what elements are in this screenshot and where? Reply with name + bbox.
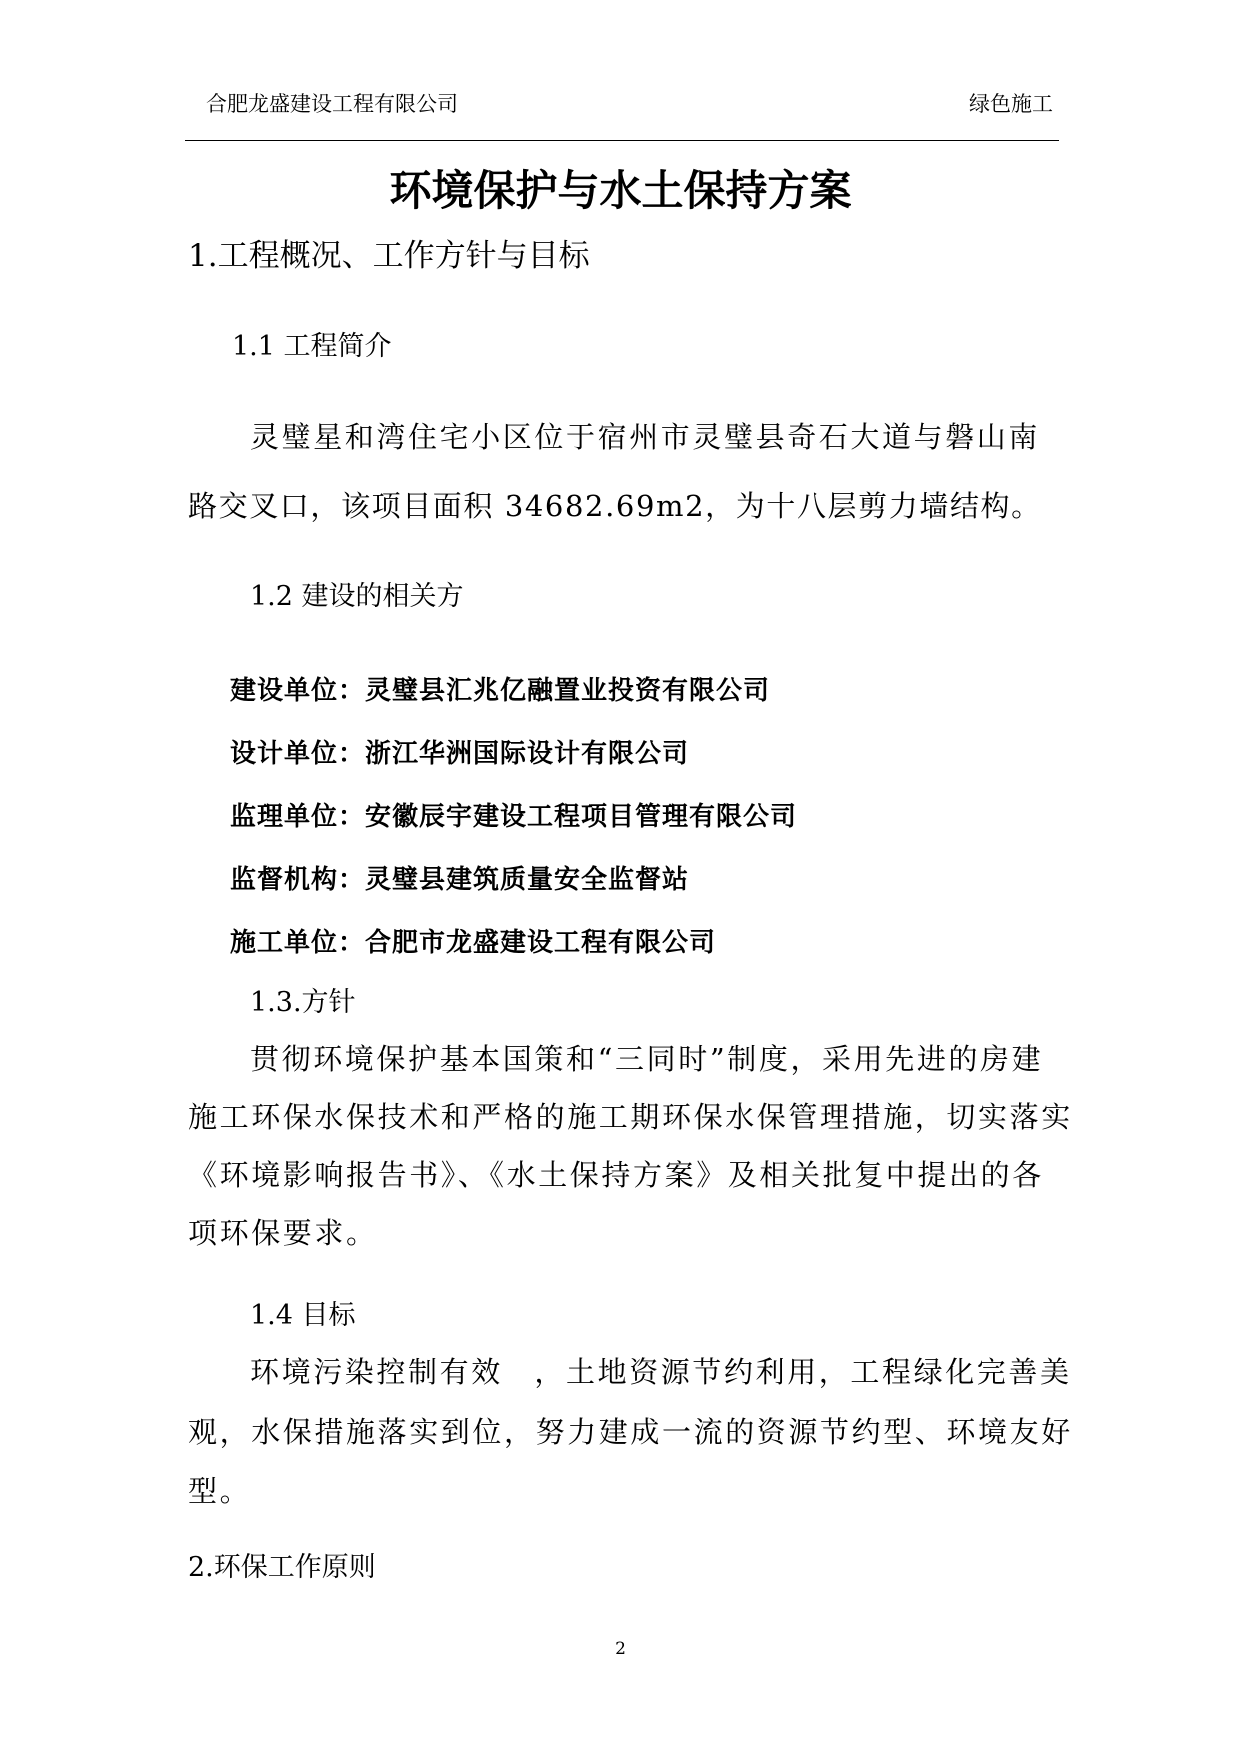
policy-line-1: 贯彻环境保护基本国策和“三同时”制度，采用先进的房建: [250, 1042, 1044, 1076]
document-title: 环境保护与水土保持方案: [389, 166, 852, 215]
goal-line-2: 观，水保措施落实到位，努力建成一流的资源节约型、环境友好: [188, 1415, 1073, 1449]
page-number: 2: [615, 1639, 626, 1659]
subsection-1-4-heading: 1.4 目标: [250, 1300, 356, 1331]
intro-line-1: 灵璧星和湾住宅小区位于宿州市灵璧县奇石大道与磐山南: [250, 420, 1041, 454]
section-1-heading: 1.工程概况、工作方针与目标: [188, 238, 590, 274]
party-label: 监理单位：: [230, 802, 366, 832]
party-value: 安徽辰宇建设工程项目管理有限公司: [365, 802, 798, 832]
party-value: 灵璧县建筑质量安全监督站: [365, 865, 690, 895]
party-value: 合肥市龙盛建设工程有限公司: [365, 928, 717, 958]
subsection-1-2-heading: 1.2 建设的相关方: [250, 581, 464, 612]
party-row: [230, 859, 689, 896]
party-value: 浙江华洲国际设计有限公司: [365, 739, 690, 769]
party-row: [230, 733, 689, 770]
header-category: 绿色施工: [969, 92, 1053, 116]
header-company: 合肥龙盛建设工程有限公司: [206, 92, 458, 116]
party-label: 建设单位：: [230, 676, 366, 706]
party-label: 施工单位：: [230, 928, 366, 958]
party-label: 设计单位：: [230, 739, 366, 769]
goal-line-3: 型。: [188, 1474, 252, 1508]
party-label: 监督机构：: [230, 865, 366, 895]
header-rule: [185, 140, 1059, 141]
section-2-heading: 2.环保工作原则: [188, 1552, 376, 1583]
party-row: [230, 796, 797, 833]
policy-line-4: 项环保要求。: [188, 1216, 378, 1250]
subsection-1-3-heading: 1.3.方针: [250, 987, 356, 1018]
party-row: [230, 670, 770, 707]
intro-line-2: 路交叉口，该项目面积 34682.69m2，为十八层剪力墙结构。: [188, 489, 1042, 523]
goal-line-1: 环境污染控制有效 ，土地资源节约利用，工程绿化完善美: [250, 1355, 1072, 1389]
party-row: [230, 922, 716, 959]
policy-line-2: 施工环保水保技术和严格的施工期环保水保管理措施，切实落实: [188, 1100, 1073, 1134]
policy-line-3: 《环境影响报告书》、《水土保持方案》及相关批复中提出的各: [188, 1158, 1044, 1192]
subsection-1-1-heading: 1.1 工程简介: [232, 331, 392, 362]
party-value: 灵璧县汇兆亿融置业投资有限公司: [365, 676, 771, 706]
